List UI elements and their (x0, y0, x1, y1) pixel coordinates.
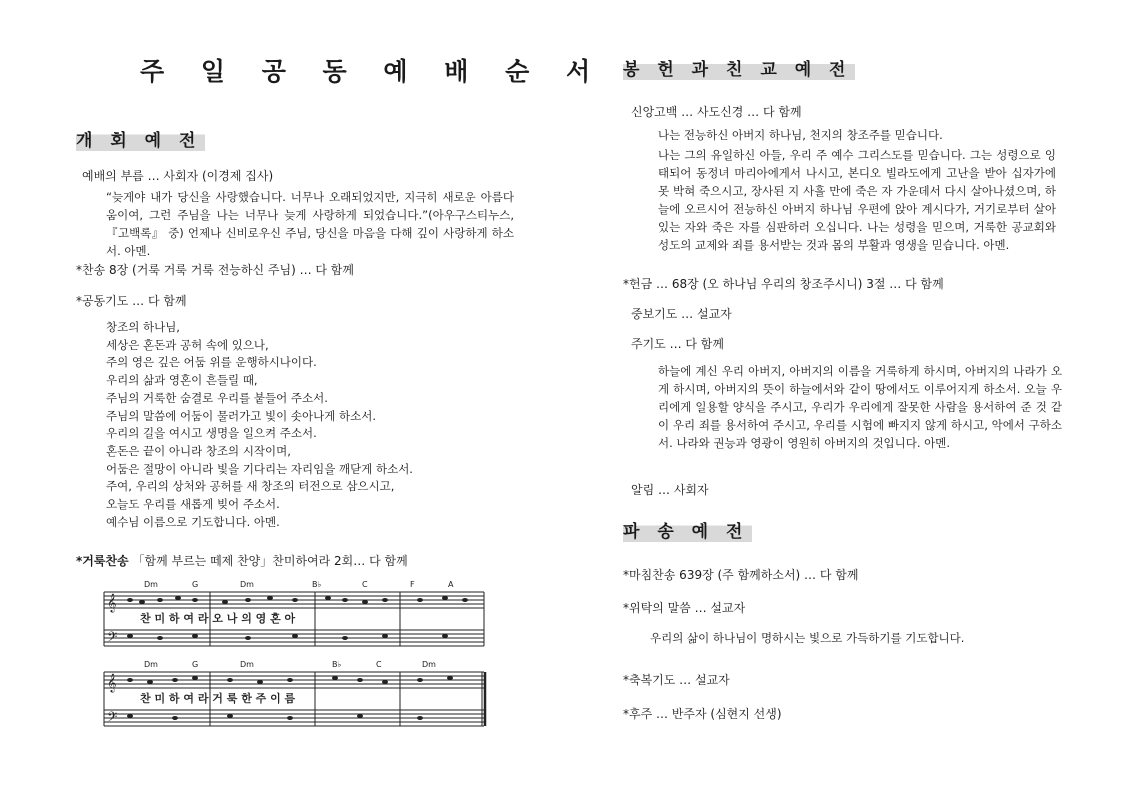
music-score (100, 578, 492, 728)
section-heading-sending: 파 송 예 전 (623, 517, 752, 542)
holy-song-detail: 「함께 부르는 떼제 찬양」찬미하여라 2회… 다 함께 (132, 554, 408, 568)
prayer-line: 혼돈은 끝이 아니라 창조의 시작이며, (106, 443, 291, 458)
holy-song-label: *거룩찬송 (76, 554, 129, 568)
svg-text:𝄢: 𝄢 (107, 709, 118, 728)
chord-symbol: B♭ (332, 660, 342, 669)
section-heading-offering: 봉 헌 과 친 교 예 전 (623, 55, 855, 80)
section-heading-opening: 개 회 예 전 (76, 126, 205, 151)
page-title: 주 일 공 동 예 배 순 서 (140, 57, 605, 86)
prayer-line: 주님의 말씀에 어둠이 물러가고 빛이 솟아나게 하소서. (106, 408, 376, 423)
offering-line: *헌금 … 68장 (오 하나님 우리의 창조주시니) 3절 … 다 함께 (623, 277, 944, 291)
chord-symbol: Dm (422, 660, 436, 669)
score-lyrics-row-1: 찬 미 하 여 라 오 나 의 영 혼 아 (140, 612, 296, 625)
intercession-line: 중보기도 … 설교자 (631, 307, 732, 321)
music-score-svg (100, 578, 492, 728)
chord-symbol: F (410, 580, 415, 589)
chord-symbol: C (376, 660, 382, 669)
svg-text:𝄢: 𝄢 (107, 629, 118, 648)
postlude-line: *후주 … 반주자 (심현지 선생) (623, 707, 782, 721)
hymn-line: *찬송 8장 (거룩 거룩 거룩 전능하신 주님) … 다 함께 (76, 263, 354, 277)
creed-first-line: 나는 전능하신 아버지 하나님, 천지의 창조주를 믿습니다. (658, 128, 943, 142)
commission-text: 우리의 삶이 하나님이 명하시는 빛으로 가득하기를 기도합니다. (650, 631, 965, 645)
score-chords-row-1 (144, 580, 454, 589)
call-to-worship-text (106, 188, 514, 260)
benediction-line: *축복기도 … 설교자 (623, 673, 730, 687)
prayer-line: 우리의 길을 여시고 생명을 일으켜 주소서. (106, 426, 317, 441)
common-prayer-label: *공동기도 … 다 함께 (76, 294, 187, 308)
chord-symbol: A (448, 580, 454, 589)
prayer-line: 어둠은 절망이 아니라 빛을 기다리는 자리임을 깨닫게 하소서. (106, 461, 413, 476)
closing-hymn-line: *마침찬송 639장 (주 함께하소서) … 다 함께 (623, 568, 859, 582)
chord-symbol: Dm (240, 660, 254, 669)
holy-song-line (76, 552, 408, 569)
score-chords-row-2 (144, 660, 436, 669)
creed-paragraph: 나는 그의 유일하신 아들, 우리 주 예수 그리스도를 믿습니다. 그는 성령으로 잉태되어 동정녀 마리아에게서 나시고, 본디오 빌라도에게 고난을 받아 십자가에 못 박혀 죽으시고, 장사된 지 사흘 만에 죽은 자 가운데서 다시 살아나셨으며, 하늘에 오르시어 전능하신 아버지 하나님 우편에 앉아 계시다가, 거기로부터 살아 있는 자와 죽은 자를 심판하러 오십니다. 나는 성령을 믿으며, 거룩한 공교회와 성도의 교제와 죄를 용서받는 것과 몸의 부활과 영생을 믿습니다. 아멘. (658, 148, 1056, 252)
chord-symbol: G (192, 580, 199, 589)
score-lyrics-row-2: 찬 미 하 여 라 거 룩 한 주 이 름 (140, 692, 296, 705)
lords-prayer-label: 주기도 … 다 함께 (631, 337, 724, 351)
prayer-line: 주여, 우리의 상처와 공허를 새 창조의 터전으로 삼으시고, (106, 479, 395, 494)
chord-symbol: Dm (240, 580, 254, 589)
announcements-line: 알림 … 사회자 (631, 483, 709, 497)
svg-text:𝄞: 𝄞 (107, 673, 117, 692)
commission-label: *위탁의 말씀 … 설교자 (623, 601, 746, 615)
chord-symbol: G (192, 660, 199, 669)
chord-symbol: Dm (144, 660, 158, 669)
prayer-line: 우리의 삶과 영혼이 흔들릴 때, (106, 373, 258, 388)
prayer-line: 세상은 혼돈과 공허 속에 있으나, (106, 337, 269, 352)
lords-prayer-paragraph: 하늘에 계신 우리 아버지, 아버지의 이름을 거룩하게 하시며, 아버지의 나라가 오게 하시며, 아버지의 뜻이 하늘에서와 같이 땅에서도 이루어지게 하소서. 오늘 우리에게 일용할 양식을 주시고, 우리가 우리에게 잘못한 사람을 용서하여 준 것 같이 우리 죄를 용서하여 주시고, 우리를 시험에 빠지지 않게 하시고, 악에서 구하소서. 나라와 권능과 영광이 영원히 아버지의 것입니다. 아멘. (658, 364, 1062, 450)
chord-symbol: B♭ (312, 580, 322, 589)
call-to-worship-label: 예배의 부름 … 사회자 (이경제 집사) (82, 169, 274, 183)
right-column (565, 0, 1131, 800)
creed-text (658, 146, 1056, 254)
creed-label: 신앙고백 … 사도신경 … 다 함께 (631, 105, 802, 119)
prayer-line: 주의 영은 깊은 어둠 위를 운행하시나이다. (106, 355, 317, 370)
call-to-worship-paragraph: “늦게야 내가 당신을 사랑했습니다. 너무나 오래되었지만, 지극히 새로운 아름다움이여, 그런 주님을 나는 너무나 늦게 사랑하게 되었습니다.”(아우구스티누스, 『고백록』 중) 언제나 신비로우신 주님, 당신을 마음을 다해 깊이 사랑하게 하소서. 아멘. (106, 190, 514, 258)
chord-symbol: C (362, 580, 368, 589)
lords-prayer-text (658, 362, 1062, 452)
prayer-line: 창조의 하나님, (106, 320, 180, 334)
prayer-line: 주님의 거룩한 숨결로 우리를 붙들어 주소서. (106, 390, 328, 405)
chord-symbol: Dm (144, 580, 158, 589)
prayer-line: 예수님 이름으로 기도합니다. 아멘. (106, 514, 280, 529)
svg-text:𝄞: 𝄞 (107, 593, 117, 612)
prayer-line: 오늘도 우리를 새롭게 빚어 주소서. (106, 497, 280, 511)
